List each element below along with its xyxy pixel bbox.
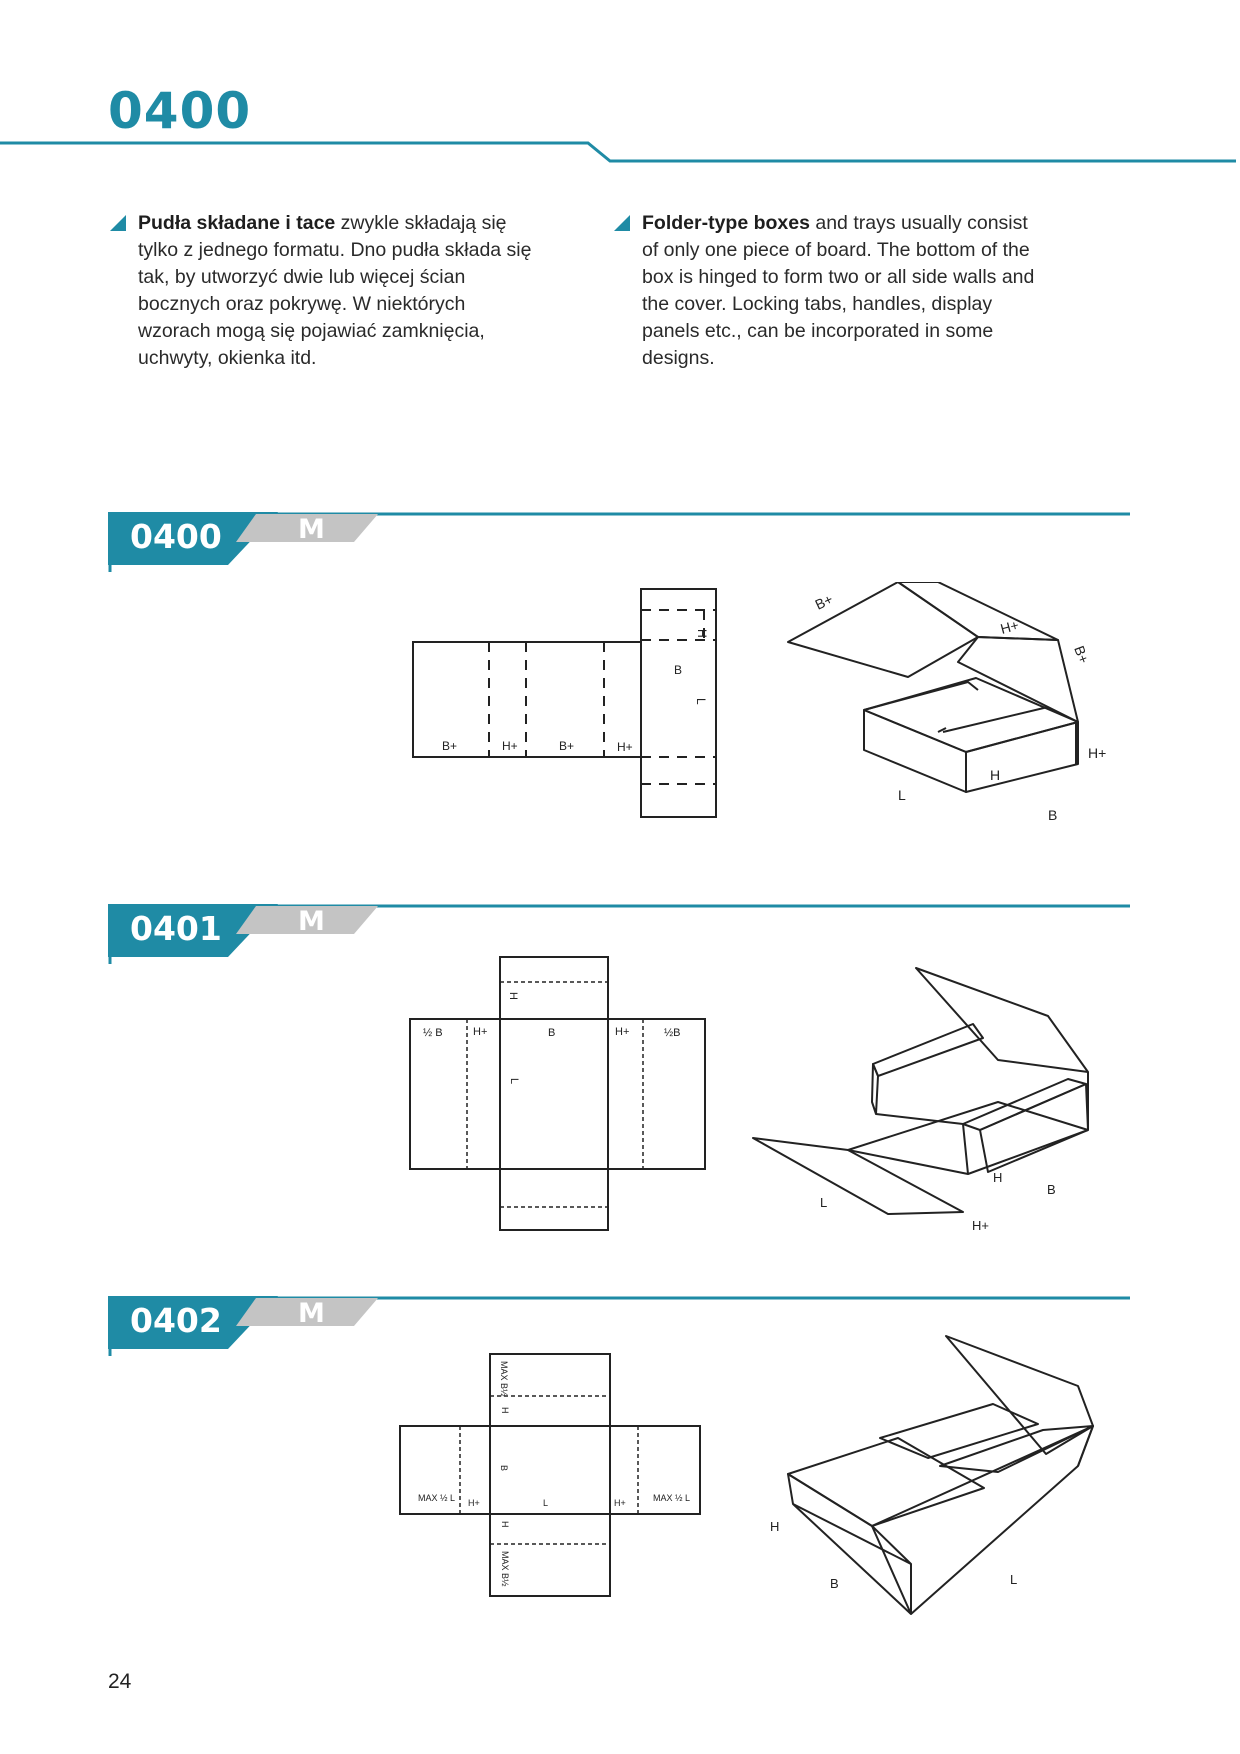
iso-label-h: H — [770, 1519, 780, 1534]
label-h-plus: H+ — [617, 740, 633, 754]
iso-label-h-plus: H+ — [972, 1218, 989, 1233]
flat-layout-diagram — [398, 1351, 718, 1601]
label-b-plus: B+ — [559, 739, 575, 753]
material-badge: M — [298, 514, 325, 545]
label-h-plus: H+ — [468, 1498, 480, 1508]
label-half-b: ½ B — [423, 1027, 443, 1039]
iso-label-b-plus: B+ — [1071, 643, 1093, 666]
header-rule — [0, 135, 1240, 165]
isometric-box-diagram — [748, 1326, 1138, 1626]
label-max-half-l: MAX ½ L — [653, 1493, 691, 1503]
label-b: B — [674, 663, 683, 677]
intro-pl-text: zwykle składają się tylko z jednego formatu. Dno pudła składa się tak, by utworzyć dwie lub więcej ścian bocznych oraz pokrywę. W niektórych wzorach mogą się pojawiać zamknięcia, uchwyty, okienka itd. — [138, 212, 532, 369]
isometric-box-diagram — [778, 582, 1118, 842]
iso-label-b: B — [1048, 807, 1058, 823]
intro-en — [614, 210, 1044, 372]
iso-label-h: H — [990, 767, 1001, 783]
bullet-triangle-icon — [614, 215, 630, 231]
intro-en-bold: Folder-type boxes — [642, 212, 810, 234]
material-badge: M — [298, 1298, 325, 1329]
label-l: L — [694, 698, 708, 705]
label-b-plus: B+ — [442, 739, 458, 753]
label-max-half-l: MAX ½ L — [418, 1493, 456, 1503]
intro-pl-bold: Pudła składane i tace — [138, 212, 336, 234]
label-half-b: ½B — [664, 1027, 681, 1039]
iso-label-h-plus: H+ — [998, 616, 1021, 637]
page-title: 0400 — [108, 82, 252, 140]
iso-label-l: L — [820, 1195, 828, 1210]
page-number: 24 — [108, 1670, 132, 1693]
section-0402 — [108, 1296, 1130, 1666]
label-h-plus: H+ — [615, 1026, 630, 1038]
iso-label-l: L — [898, 787, 906, 803]
section-0400 — [108, 512, 1130, 892]
label-h: H — [695, 629, 709, 638]
intro-en-text: and trays usually consist of only one piece of board. The bottom of the box is hinged to form two or all side walls and the cover. Locking tabs, handles, display panels etc., can be incorporated in some designs. — [642, 212, 1035, 369]
isometric-box-diagram — [748, 964, 1138, 1244]
iso-label-b: B — [1047, 1182, 1056, 1197]
label-h: H — [500, 1407, 510, 1414]
label-b: B — [499, 1465, 509, 1472]
bullet-triangle-icon — [110, 215, 126, 231]
label-max-b-half: MAX B½ — [500, 1551, 510, 1587]
flat-layout-diagram — [405, 954, 715, 1244]
label-h-plus: H+ — [614, 1498, 626, 1508]
label-l: L — [543, 1498, 549, 1508]
section-code: 0402 — [130, 1301, 222, 1340]
label-h-plus: H+ — [473, 1026, 488, 1038]
material-badge: M — [298, 906, 325, 937]
label-max-b-half: MAX B½ — [499, 1361, 509, 1397]
section-0401 — [108, 904, 1130, 1280]
label-h-plus: H+ — [502, 739, 518, 753]
iso-label-l: L — [1010, 1572, 1018, 1587]
intro-pl — [110, 210, 540, 372]
label-h: H — [507, 992, 519, 1000]
iso-label-h-plus: H+ — [1088, 745, 1107, 761]
label-h: H — [500, 1521, 510, 1528]
section-code: 0400 — [130, 517, 222, 556]
iso-label-h: H — [993, 1170, 1003, 1185]
label-b: B — [548, 1027, 556, 1039]
label-l: L — [508, 1078, 520, 1085]
iso-label-b-plus: B+ — [812, 590, 836, 613]
iso-label-b: B — [830, 1576, 839, 1591]
section-header-shape — [108, 512, 1130, 572]
flat-layout-diagram — [408, 582, 738, 827]
section-code: 0401 — [130, 909, 222, 948]
